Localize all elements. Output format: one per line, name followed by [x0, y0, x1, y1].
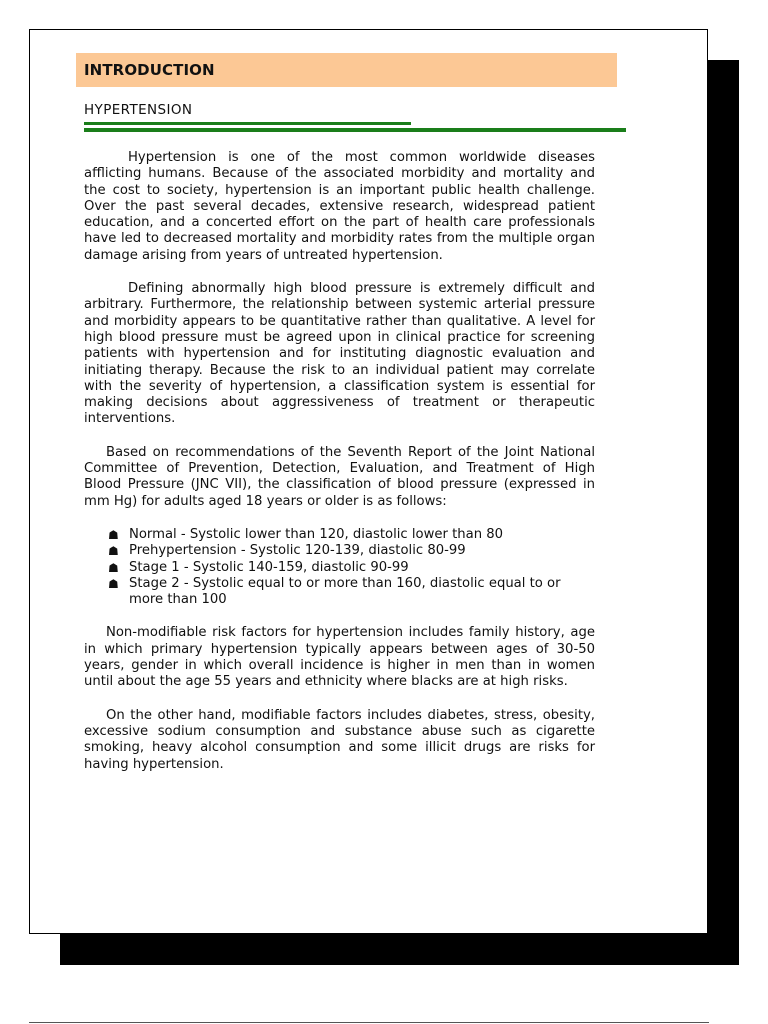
list-item-text: Stage 2 - Systolic equal to or more than 160, diastolic equal to or more than 100: [129, 575, 561, 608]
tombstone-bullet-icon: ☗: [108, 544, 119, 559]
tombstone-bullet-icon: ☗: [108, 527, 119, 542]
document-body: [84, 150, 595, 790]
long-green-rule: [84, 128, 626, 132]
list-item-text: Normal - Systolic lower than 120, diastolic lower than 80: [129, 526, 504, 542]
list-item: [84, 543, 595, 559]
list-item-text: Stage 1 - Systolic 140-159, diastolic 90-99: [129, 559, 409, 575]
list-item: [84, 576, 595, 609]
paragraph-1: Hypertension is one of the most common worldwide diseases afflicting humans. Because of the associated morbidity and mortality and the cost to society, hypertension is an important public health challenge. Over the past several decades, extensive research, widespread patient education, and a concerted effort on the part of health care professionals have led to decreased mortality and morbidity rates from the multiple organ damage arising from years of untreated hypertension.: [84, 150, 595, 263]
intro-banner: [76, 53, 617, 87]
short-green-rule: [84, 122, 411, 125]
tombstone-bullet-icon: ☗: [108, 560, 119, 575]
classification-list: [84, 527, 595, 608]
paragraph-5: On the other hand, modifiable factors includes diabetes, stress, obesity, excessive sodium consumption and substance abuse such as cigarette smoking, heavy alcohol consumption and some illicit drugs are risks for having hypertension.: [84, 707, 595, 772]
section-title: HYPERTENSION: [84, 102, 193, 118]
tombstone-bullet-icon: ☗: [108, 576, 119, 591]
list-item-text: Prehypertension - Systolic 120-139, diastolic 80-99: [129, 543, 466, 559]
list-item: [84, 560, 595, 576]
page-bottom-divider: [29, 1022, 709, 1023]
banner-title: INTRODUCTION: [84, 61, 215, 79]
paragraph-2: Defining abnormally high blood pressure is extremely difficult and arbitrary. Furthermore, the relationship between systemic arterial pressure and morbidity appears to be quantitative rather than qualitative. A level for high blood pressure must be agreed upon in clinical practice for screening patients with hypertension and for instituting diagnostic evaluation and initiating therapy. Because the risk to an individual patient may correlate with the severity of hypertension, a classification system is essential for making decisions about aggressiveness of treatment or therapeutic interventions.: [84, 281, 595, 427]
paragraph-4: Non-modifiable risk factors for hypertension includes family history, age in which primary hypertension typically appears between ages of 30-50 years, gender in which overall incidence is higher in men than in women until about the age 55 years and ethnicity where blacks are at high risks.: [84, 625, 595, 690]
list-item: [84, 527, 595, 543]
paragraph-3: Based on recommendations of the Seventh Report of the Joint National Committee of Prevention, Detection, Evaluation, and Treatment of High Blood Pressure (JNC VII), the classification of blood pressure (expressed in mm Hg) for adults aged 18 years or older is as follows:: [84, 444, 595, 509]
